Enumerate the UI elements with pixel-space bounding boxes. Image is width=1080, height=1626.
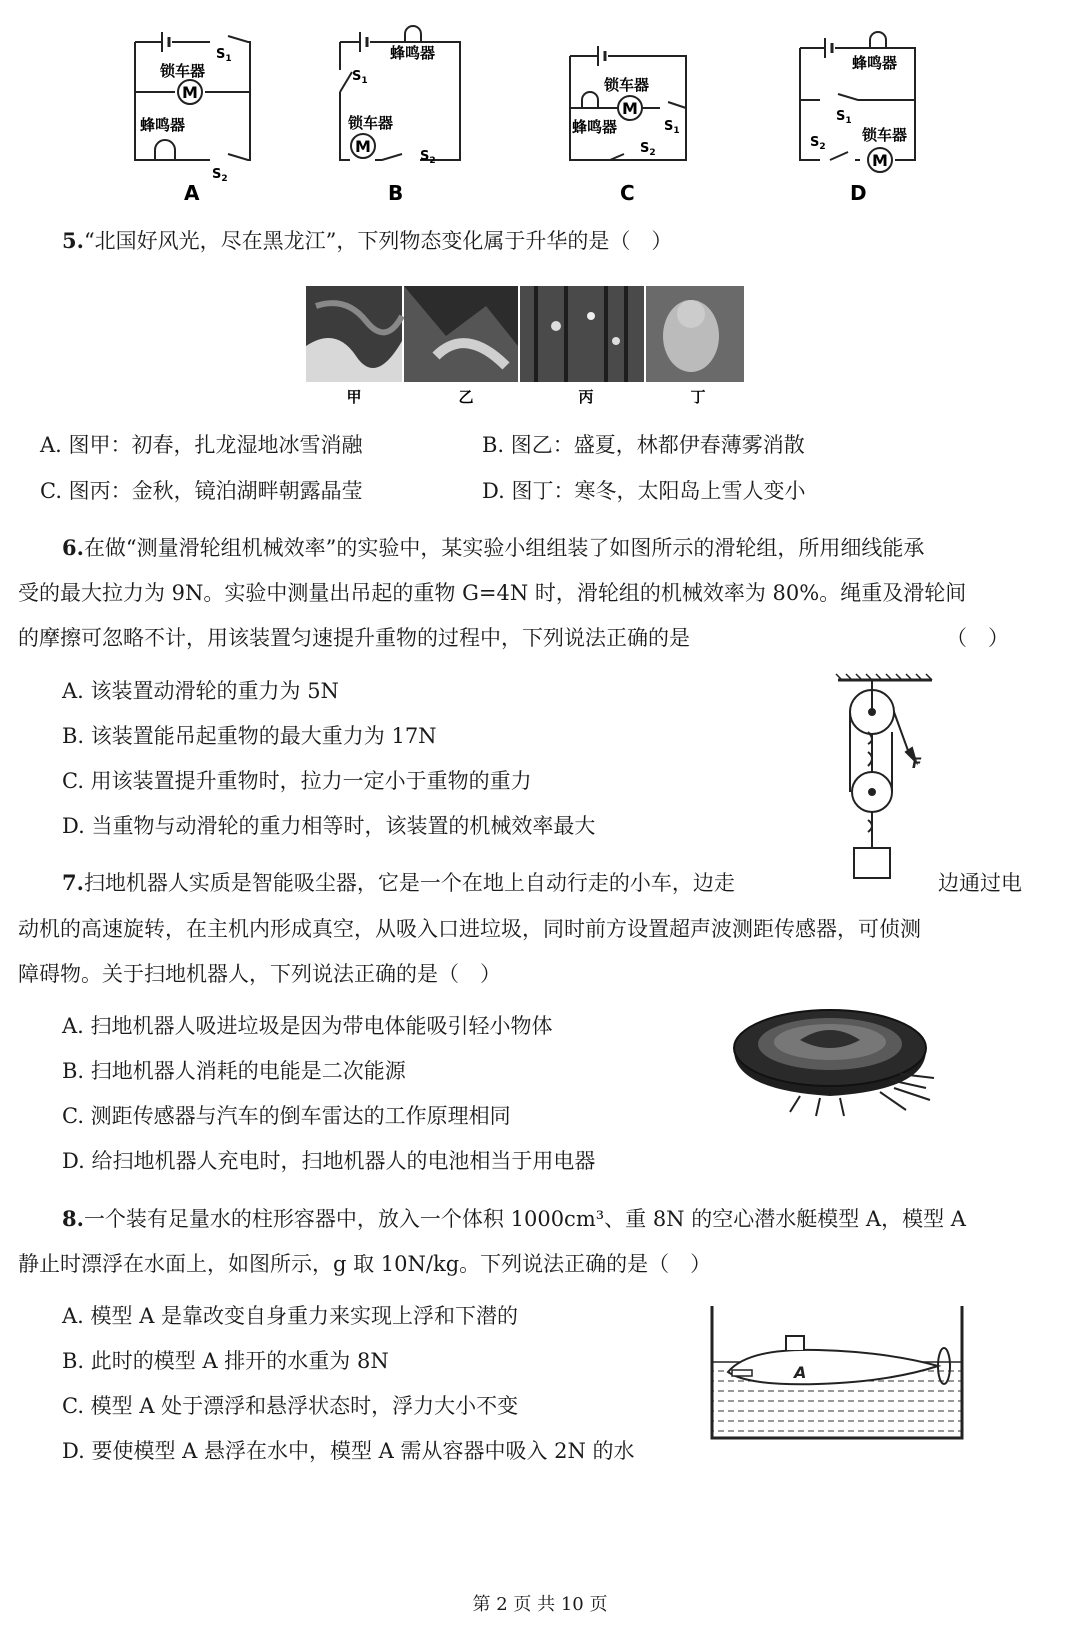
pulley-diagram	[832, 672, 942, 882]
q8-number: 8.	[62, 1206, 84, 1231]
q7-stem-line1a	[62, 868, 735, 898]
svg-text:M: M	[622, 99, 638, 118]
q7-line1a-text: 扫地机器人实质是智能吸尘器，它是一个在地上自动行走的小车，边走	[83, 871, 735, 895]
svg-text:蜂鸣器: 蜂鸣器	[140, 116, 186, 134]
submarine-label: A	[794, 1363, 807, 1382]
q6-answer-bracket: （ ）	[946, 626, 1009, 650]
svg-text:锁车器: 锁车器	[348, 114, 394, 132]
svg-text:S1: $S_1$	[664, 119, 680, 136]
label-ding: 丁	[690, 388, 706, 406]
q6-stem-line3: 的摩擦可忽略不计，用该装置匀速提升重物的过程中，下列说法正确的是	[18, 626, 690, 650]
q7-stem-line3: 障碍物。关于扫地机器人，下列说法正确的是（ ）	[18, 962, 501, 986]
svg-text:蜂鸣器: 蜂鸣器	[852, 54, 898, 72]
q7-stem-line1b: 边通过电	[938, 871, 1022, 895]
q5-stem	[62, 226, 672, 256]
q8-option-b[interactable]: B. 此时的模型 A 排开的水重为 8N	[62, 1349, 389, 1373]
svg-text:S2: $S_2$	[212, 167, 228, 184]
svg-text:S2: $S_2$	[810, 135, 826, 152]
svg-text:S2: $S_2$	[420, 149, 436, 166]
label-bing: 丙	[578, 388, 594, 406]
svg-text:S1: $S_1$	[352, 69, 368, 86]
svg-text:锁车器: 锁车器	[604, 76, 650, 94]
q5-option-b[interactable]: B. 图乙：盛夏，林都伊春薄雾消散	[482, 433, 805, 457]
q5-number: 5.	[62, 228, 84, 253]
svg-text:蜂鸣器: 蜂鸣器	[390, 44, 436, 62]
q5-stem-text: “北国好风光，尽在黑龙江”，下列物态变化属于升华的是（ ）	[83, 229, 673, 253]
svg-text:S1: $S_1$	[216, 47, 232, 64]
q6-stem-line2: 受的最大拉力为 9N。实验中测量出吊起的重物 G=4N 时，滑轮组的机械效率为 80%。绳重及滑轮间	[18, 581, 967, 605]
svg-text:M: M	[182, 83, 198, 102]
q6-option-d[interactable]: D. 当重物与动滑轮的重力相等时，该装置的机械效率最大	[62, 814, 596, 838]
svg-text:M: M	[355, 137, 371, 156]
q6-number: 6.	[62, 535, 84, 560]
q7-option-b[interactable]: B. 扫地机器人消耗的电能是二次能源	[62, 1059, 406, 1083]
page-footer: 第 2 页 共 10 页	[472, 1594, 608, 1615]
circuit-b-letter: B	[388, 181, 404, 205]
q7-stem-line2: 动机的高速旋转，在主机内形成真空，从吸入口进垃圾，同时前方设置超声波测距传感器，可侦测	[18, 917, 921, 941]
circuit-a-letter: A	[184, 181, 200, 205]
q5-option-a[interactable]: A. 图甲：初春，扎龙湿地冰雪消融	[40, 433, 363, 457]
q8-option-c[interactable]: C. 模型 A 处于漂浮和悬浮状态时，浮力大小不变	[62, 1394, 519, 1418]
svg-text:M: M	[872, 151, 888, 170]
q6-option-b[interactable]: B. 该装置能吊起重物的最大重力为 17N	[62, 724, 437, 748]
q8-stem-line1	[62, 1204, 966, 1234]
label-jia: 甲	[346, 388, 362, 406]
q8-option-d[interactable]: D. 要使模型 A 悬浮在水中，模型 A 需从容器中吸入 2N 的水	[62, 1439, 635, 1463]
q6-option-c[interactable]: C. 用该装置提升重物时，拉力一定小于重物的重力	[62, 769, 532, 793]
q7-number: 7.	[62, 870, 84, 895]
svg-text:锁车器: 锁车器	[862, 126, 908, 144]
circuit-c-letter: C	[620, 181, 635, 205]
q7-option-d[interactable]: D. 给扫地机器人充电时，扫地机器人的电池相当于用电器	[62, 1149, 596, 1173]
q7-option-a[interactable]: A. 扫地机器人吸进垃圾是因为带电体能吸引轻小物体	[62, 1014, 553, 1038]
q6-option-a[interactable]: A. 该装置动滑轮的重力为 5N	[62, 679, 339, 703]
circuit-d-letter: D	[850, 181, 867, 205]
svg-text:S1: $S_1$	[836, 109, 852, 126]
q8-option-a[interactable]: A. 模型 A 是靠改变自身重力来实现上浮和下潜的	[62, 1304, 519, 1328]
svg-text:S2: $S_2$	[640, 141, 656, 158]
q8-stem-line2: 静止时漂浮在水面上，如图所示，g 取 10N/kg。下列说法正确的是（ ）	[18, 1252, 712, 1276]
svg-text:锁车器: 锁车器	[160, 62, 206, 80]
q6-stem-line1	[62, 533, 924, 563]
q5-photo-strip	[306, 286, 746, 410]
robot-vacuum-image	[730, 1000, 940, 1120]
label-yi: 乙	[458, 388, 474, 406]
submarine-container-diagram	[708, 1306, 968, 1440]
q8-line1-text: 一个装有足量水的柱形容器中，放入一个体积 1000cm³、重 8N 的空心潜水艇模型 A，模型 A	[83, 1207, 966, 1231]
q5-option-c[interactable]: C. 图丙：金秋，镜泊湖畔朝露晶莹	[40, 479, 363, 503]
q6-line1-text: 在做“测量滑轮组机械效率”的实验中，某实验小组组装了如图所示的滑轮组，所用细线能承	[83, 536, 925, 560]
svg-text:蜂鸣器: 蜂鸣器	[572, 118, 618, 136]
q5-option-d[interactable]: D. 图丁：寒冬，太阳岛上雪人变小	[482, 479, 806, 503]
force-label: F	[912, 756, 922, 772]
q7-option-c[interactable]: C. 测距传感器与汽车的倒车雷达的工作原理相同	[62, 1104, 511, 1128]
q4-circuit-diagrams	[120, 20, 950, 210]
